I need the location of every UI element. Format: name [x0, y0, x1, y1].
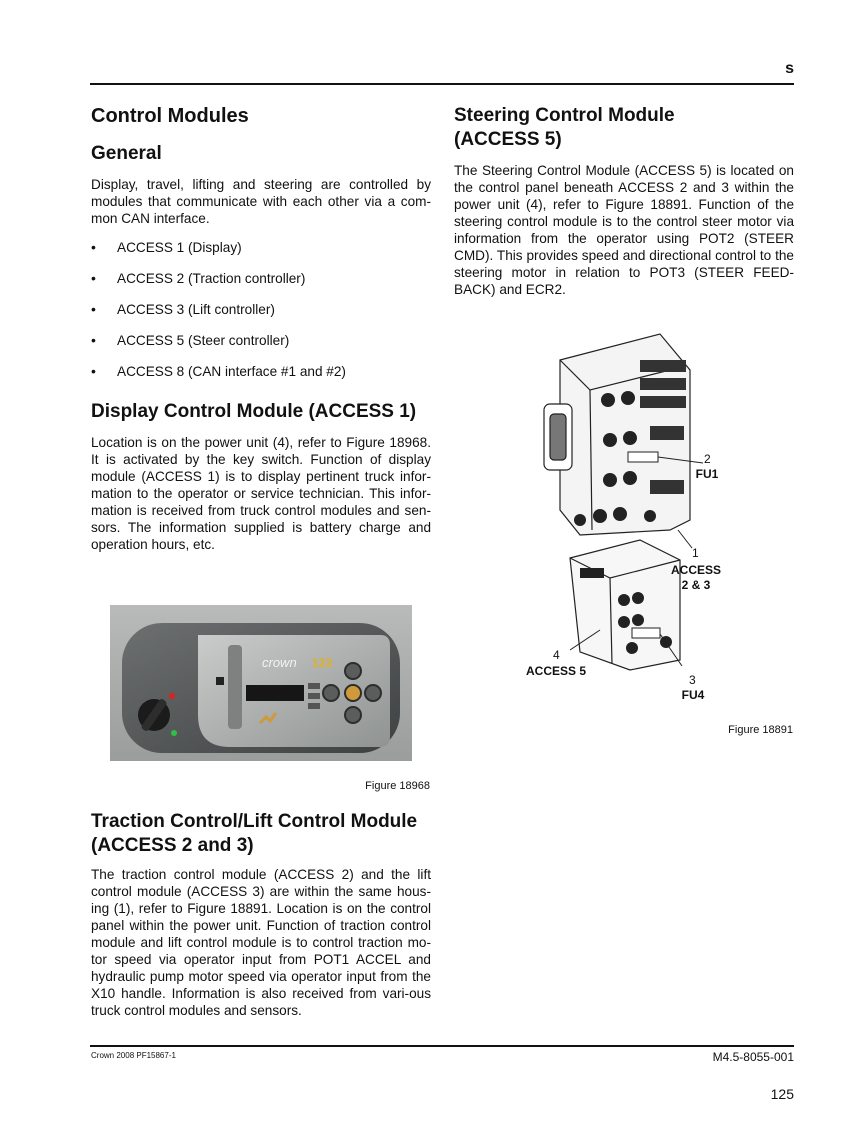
display-module-heading: Display Control Module (ACCESS 1) [91, 401, 417, 422]
left-arrow-button [323, 685, 339, 701]
enter-button [345, 685, 361, 701]
callout-access-2-3-label-line2: 2 & 3 [681, 578, 711, 592]
list-item: • ACCESS 2 (Traction controller) [91, 270, 306, 286]
fuse-fu1 [628, 452, 658, 462]
down-arrow-button [345, 707, 361, 723]
right-column [454, 102, 794, 298]
general-text: Display, travel, lifting and steering are controlled by modules that communicate with each other via a com-mon CAN interface. [91, 177, 431, 226]
brand-logo: crown [262, 655, 297, 670]
footer-rule [90, 1045, 794, 1047]
bullet-icon: • [91, 239, 96, 255]
list-item: • ACCESS 8 (CAN interface #1 and #2) [91, 363, 346, 379]
function-key [308, 693, 320, 699]
callout-4-number: 4 [553, 648, 560, 662]
callout-access-2-3-label-line1: ACCESS [670, 563, 721, 577]
control-modules-title: Control Modules [91, 105, 249, 127]
callout-fu1-label: FU1 [695, 467, 719, 481]
traction-text: The traction control module (ACCESS 2) and the lift control module (ACCESS 3) are within the same hous-ing (1), refer to Figure 18891. Location is on the control panel within the power unit. Function of traction control module and lift control module is to control traction mo-tor speed via operator input from POT1 ACCEL and hydraulic pump motor speed via operator input from the X10 handle. Information is also received from vari-ous truck control modules and sensors. [91, 867, 431, 1018]
footer-copyright: Crown 2008 PF15867-1 [91, 1051, 176, 1060]
steering-heading-line1: Steering Control Module [454, 105, 675, 126]
battery-gauge [228, 645, 242, 729]
header-rule [90, 83, 794, 85]
bullet-icon: • [91, 332, 96, 348]
list-item: • ACCESS 3 (Lift controller) [91, 301, 275, 317]
lcd-screen [246, 685, 304, 701]
red-indicator-light [169, 693, 175, 699]
figure-caption-18891: Figure 18891 [728, 724, 793, 736]
footer-document-number: M4.5-8055-001 [712, 1050, 794, 1064]
model-logo: 123 [312, 656, 333, 670]
bullet-icon: • [91, 270, 96, 286]
green-indicator-light [171, 730, 177, 736]
traction-heading-line2: (ACCESS 2 and 3) [91, 835, 254, 856]
page-number: 125 [770, 1086, 794, 1102]
callout-2-number: 2 [704, 452, 711, 466]
module-line-drawing [520, 330, 800, 710]
function-key [308, 703, 320, 709]
access-module-list [91, 239, 431, 380]
steering-text: The Steering Control Module (ACCESS 5) is located on the control panel beneath ACCESS 2 and 3 within the power unit (4), refer to Figure 18891. Function of the steering control module is to the control steer motor via information from the operator using POT2 (STEER CMD). This provides speed and directional control to the steering motor in relation to POT3 (STEER FEED-BACK) and ECR2. [454, 163, 794, 297]
general-heading: General [91, 143, 162, 164]
right-arrow-button [365, 685, 381, 701]
callout-access-5-label: ACCESS 5 [525, 664, 587, 678]
left-column [91, 102, 431, 553]
list-item: • ACCESS 5 (Steer controller) [91, 332, 290, 348]
battery-icon [216, 677, 224, 685]
steering-heading-line2: (ACCESS 5) [454, 129, 562, 150]
callout-1-number: 1 [692, 546, 699, 560]
display-module-photo [110, 605, 412, 761]
bullet-icon: • [91, 301, 96, 317]
display-panel-illustration [110, 605, 412, 761]
control-modules-drawing [520, 330, 800, 710]
traction-section [91, 810, 431, 1019]
figure-caption-18968: Figure 18968 [365, 780, 430, 792]
section-letter: s [785, 60, 794, 77]
traction-heading-line1: Traction Control/Lift Control Module [91, 811, 418, 832]
function-key [308, 683, 320, 689]
callout-fu4-label: FU4 [681, 688, 705, 702]
list-item: • ACCESS 1 (Display) [91, 239, 242, 255]
fuse-fu4 [632, 628, 660, 638]
callout-3-number: 3 [689, 673, 696, 687]
up-arrow-button [345, 663, 361, 679]
display-module-text: Location is on the power unit (4), refer to Figure 18968. It is activated by the key switch. Function of display module (ACCESS 1) is to display pertinent truck infor-mation to the operator or service technician. This infor-mation is received from truck control modules and sen-sors. The information supplied is battery charge and operation hours, etc. [91, 435, 431, 552]
bullet-icon: • [91, 363, 96, 379]
